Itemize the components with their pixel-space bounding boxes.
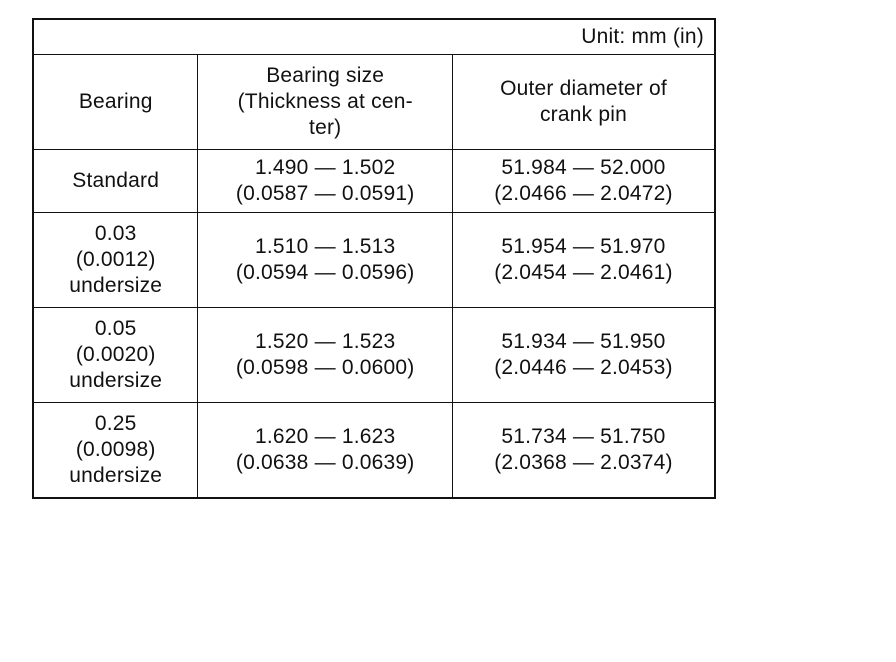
size-line: (0.0598 — 0.0600) — [235, 356, 415, 379]
bearing-cell — [33, 150, 198, 213]
bearing-line: 0.25 — [94, 412, 137, 435]
bearing-line: (0.0020) — [75, 343, 156, 366]
diameter-line: (2.0446 — 2.0453) — [494, 356, 673, 379]
bearing-cell — [33, 403, 198, 499]
diameter-line: (2.0368 — 2.0374) — [494, 451, 673, 474]
header-bearing — [33, 55, 198, 150]
table-row — [33, 150, 715, 213]
size-cell — [198, 213, 452, 308]
bearing-spec-table — [32, 18, 716, 499]
size-line: 1.620 — 1.623 — [255, 425, 396, 448]
header-row — [33, 55, 715, 150]
bearing-line: undersize — [69, 274, 163, 297]
size-line: (0.0638 — 0.0639) — [235, 451, 415, 474]
bearing-cell — [33, 308, 198, 403]
size-line: (0.0587 — 0.0591) — [235, 182, 415, 205]
bearing-line: (0.0098) — [75, 438, 156, 461]
table-row — [33, 403, 715, 499]
bearing-line: (0.0012) — [75, 248, 156, 271]
diameter-line: (2.0454 — 2.0461) — [494, 261, 673, 284]
header-bearing-size-line: Bearing size — [266, 64, 385, 87]
header-bearing-text: Bearing — [78, 90, 153, 113]
header-outer-diameter — [452, 55, 715, 150]
size-cell — [198, 403, 452, 499]
header-outer-diameter-line: Outer diameter of — [500, 77, 667, 100]
size-line: 1.520 — 1.523 — [255, 330, 396, 353]
bearing-line: undersize — [69, 369, 163, 392]
diameter-cell — [452, 403, 715, 499]
unit-row — [33, 19, 715, 55]
diameter-cell — [452, 213, 715, 308]
size-cell — [198, 308, 452, 403]
size-line: (0.0594 — 0.0596) — [235, 261, 415, 284]
header-bearing-size-line: ter) — [309, 116, 342, 139]
header-bearing-size — [198, 55, 452, 150]
diameter-line: 51.984 — 52.000 — [501, 156, 666, 179]
bearing-line: undersize — [69, 464, 163, 487]
size-cell — [198, 150, 452, 213]
diameter-line: 51.954 — 51.970 — [501, 235, 666, 258]
diameter-cell — [452, 150, 715, 213]
header-outer-diameter-line: crank pin — [539, 103, 627, 126]
bearing-line: 0.03 — [94, 222, 137, 245]
size-line: 1.490 — 1.502 — [255, 156, 396, 179]
diameter-line: 51.734 — 51.750 — [501, 425, 666, 448]
diameter-cell — [452, 308, 715, 403]
bearing-line: 0.05 — [94, 317, 137, 340]
table-row — [33, 213, 715, 308]
diameter-line: (2.0466 — 2.0472) — [494, 182, 673, 205]
bearing-line: Standard — [72, 169, 160, 192]
header-bearing-size-line: (Thickness at cen- — [237, 90, 413, 113]
size-line: 1.510 — 1.513 — [255, 235, 396, 258]
bearing-cell — [33, 213, 198, 308]
table-row — [33, 308, 715, 403]
diameter-line: 51.934 — 51.950 — [501, 330, 666, 353]
unit-label: Unit: mm (in) — [33, 19, 715, 55]
